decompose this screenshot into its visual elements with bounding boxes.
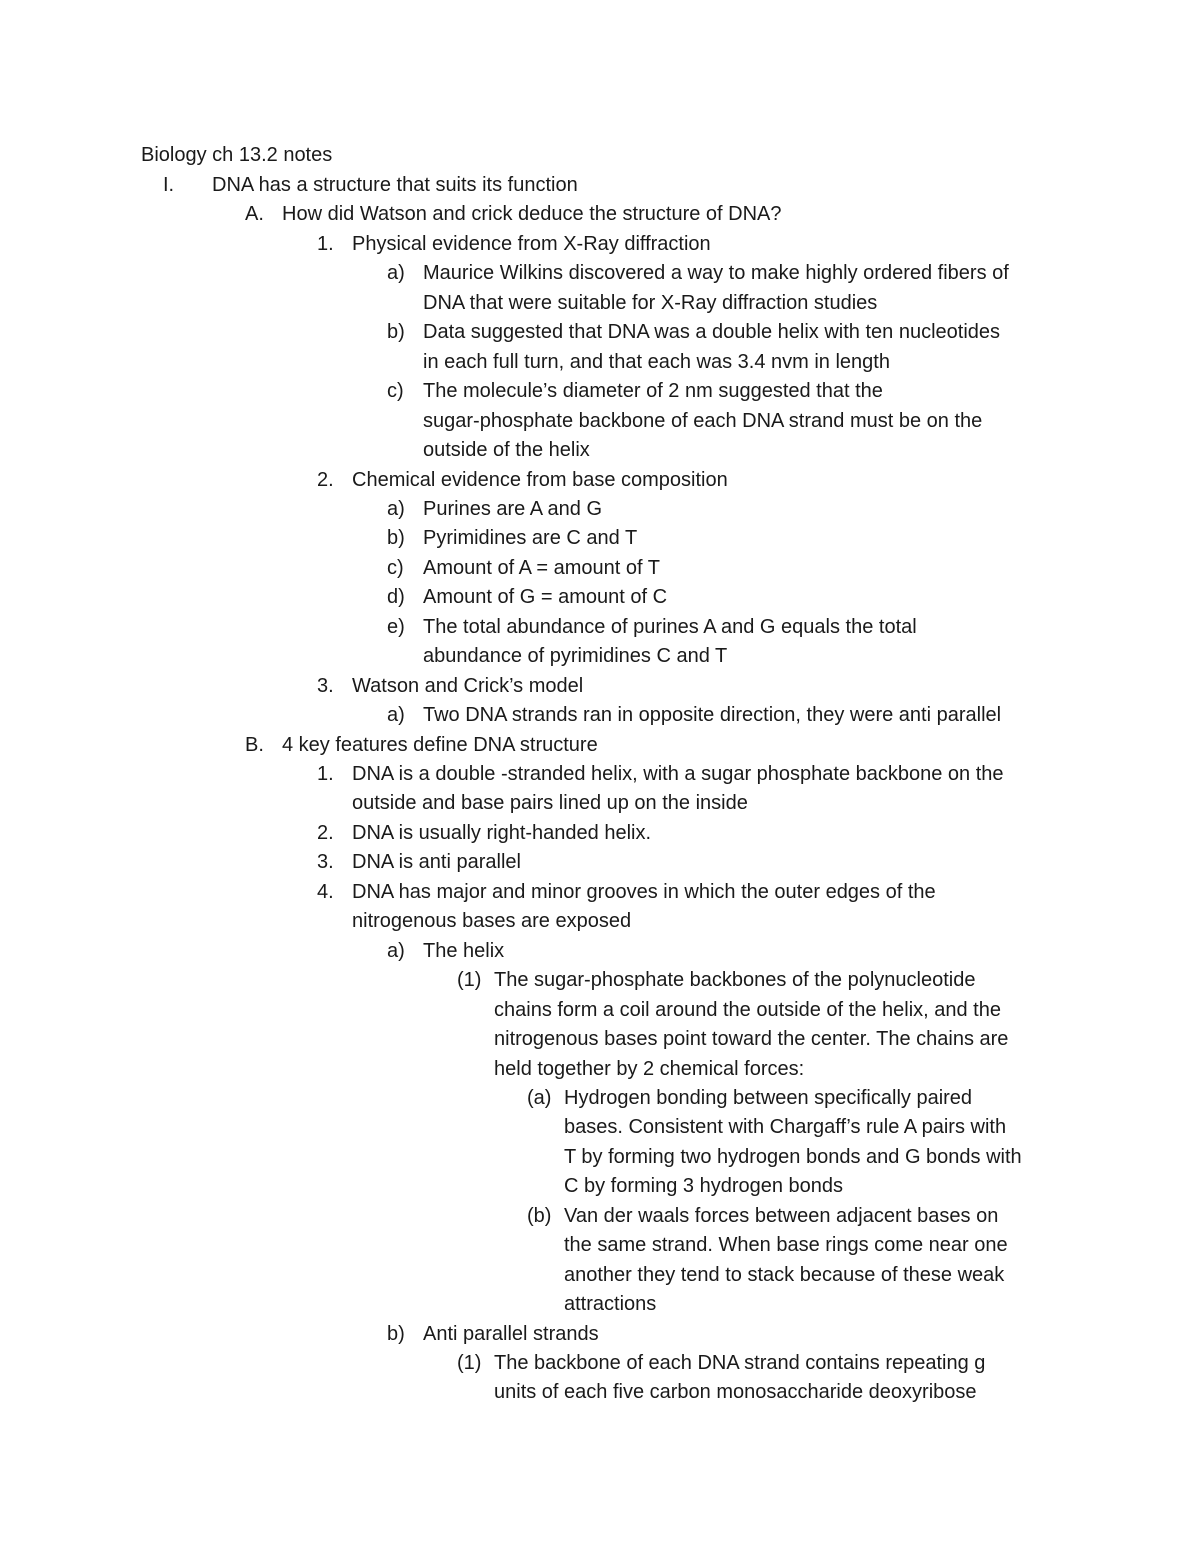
- outline-text: attractions: [564, 1293, 657, 1315]
- outline-text: Hydrogen bonding between specifically paired: [564, 1087, 973, 1109]
- outline-text: sugar-phosphate backbone of each DNA strand must be on the: [423, 410, 983, 432]
- outline-text: C by forming 3 hydrogen bonds: [564, 1175, 844, 1197]
- outline-marker: b): [387, 1323, 405, 1345]
- outline-text: How did Watson and crick deduce the structure of DNA?: [282, 203, 782, 225]
- outline-text: outside of the helix: [423, 439, 590, 461]
- outline-text: Maurice Wilkins discovered a way to make highly ordered fibers of: [423, 262, 1009, 284]
- outline-marker: 1.: [317, 763, 334, 785]
- outline-text: T by forming two hydrogen bonds and G bonds with: [564, 1146, 1022, 1168]
- outline-marker: 4.: [317, 881, 334, 903]
- outline-text: The backbone of each DNA strand contains repeating g: [494, 1352, 986, 1374]
- outline-marker: c): [387, 380, 404, 402]
- outline-text: Data suggested that DNA was a double helix with ten nucleotides: [423, 321, 1001, 343]
- outline-text: outside and base pairs lined up on the inside: [352, 792, 748, 814]
- outline-text: DNA has a structure that suits its function: [212, 174, 578, 196]
- outline-text: chains form a coil around the outside of the helix, and the: [494, 999, 1001, 1021]
- outline-text: Anti parallel strands: [423, 1323, 599, 1345]
- outline-text: The sugar-phosphate backbones of the polynucleotide: [494, 969, 976, 991]
- outline-text: Watson and Crick’s model: [352, 675, 584, 697]
- outline-text: Amount of A = amount of T: [423, 557, 661, 579]
- outline-marker: 2.: [317, 822, 334, 844]
- outline-marker: B.: [245, 734, 264, 756]
- outline-text: The molecule’s diameter of 2 nm suggested that the: [423, 380, 883, 402]
- outline-text: The total abundance of purines A and G equals the total: [423, 616, 917, 638]
- outline-marker: (1): [457, 1352, 482, 1374]
- outline-marker: A.: [245, 203, 264, 225]
- outline-marker: b): [387, 527, 405, 549]
- outline-text: The helix: [423, 940, 505, 962]
- outline-marker: 2.: [317, 469, 334, 491]
- outline-marker: a): [387, 704, 405, 726]
- outline-marker: a): [387, 262, 405, 284]
- outline-text: bases. Consistent with Chargaff’s rule A pairs with: [564, 1116, 1007, 1138]
- outline-text: Amount of G = amount of C: [423, 586, 668, 608]
- outline-text: Purines are A and G: [423, 498, 603, 520]
- outline-marker: (b): [527, 1205, 552, 1227]
- outline-text: held together by 2 chemical forces:: [494, 1058, 805, 1080]
- outline-marker: d): [387, 586, 405, 608]
- outline-text: Van der waals forces between adjacent bases on: [564, 1205, 999, 1227]
- outline-text: 4 key features define DNA structure: [282, 734, 598, 756]
- outline-marker: b): [387, 321, 405, 343]
- outline-marker: 3.: [317, 851, 334, 873]
- outline-text: nitrogenous bases point toward the center. The chains are: [494, 1028, 1009, 1050]
- outline-text: DNA is a double -stranded helix, with a sugar phosphate backbone on the: [352, 763, 1004, 785]
- outline-text: another they tend to stack because of these weak: [564, 1264, 1005, 1286]
- outline-marker: (a): [527, 1087, 552, 1109]
- outline-text: nitrogenous bases are exposed: [352, 910, 632, 932]
- outline-text: Pyrimidines are C and T: [423, 527, 638, 549]
- outline-marker: a): [387, 498, 405, 520]
- outline-text: Physical evidence from X-Ray diffraction: [352, 233, 711, 255]
- outline-text: the same strand. When base rings come near one: [564, 1234, 1008, 1256]
- outline-text: DNA has major and minor grooves in which the outer edges of the: [352, 881, 936, 903]
- outline-marker: 3.: [317, 675, 334, 697]
- outline-text: in each full turn, and that each was 3.4 nvm in length: [423, 351, 890, 373]
- outline-marker: c): [387, 557, 404, 579]
- outline-text: Chemical evidence from base composition: [352, 469, 728, 491]
- outline-marker: 1.: [317, 233, 334, 255]
- outline-marker: e): [387, 616, 405, 638]
- outline-marker: I.: [163, 174, 175, 196]
- outline-text: DNA that were suitable for X-Ray diffraction studies: [423, 292, 878, 314]
- outline-text: units of each five carbon monosaccharide deoxyribose: [494, 1381, 977, 1403]
- outline-marker: a): [387, 940, 405, 962]
- outline-text: abundance of pyrimidines C and T: [423, 645, 728, 667]
- outline-marker: (1): [457, 969, 482, 991]
- outline-text: Two DNA strands ran in opposite direction, they were anti parallel: [423, 704, 1002, 726]
- outline-text: DNA is anti parallel: [352, 851, 521, 873]
- outline-text: DNA is usually right-handed helix.: [352, 822, 652, 844]
- page-title: Biology ch 13.2 notes: [141, 144, 333, 166]
